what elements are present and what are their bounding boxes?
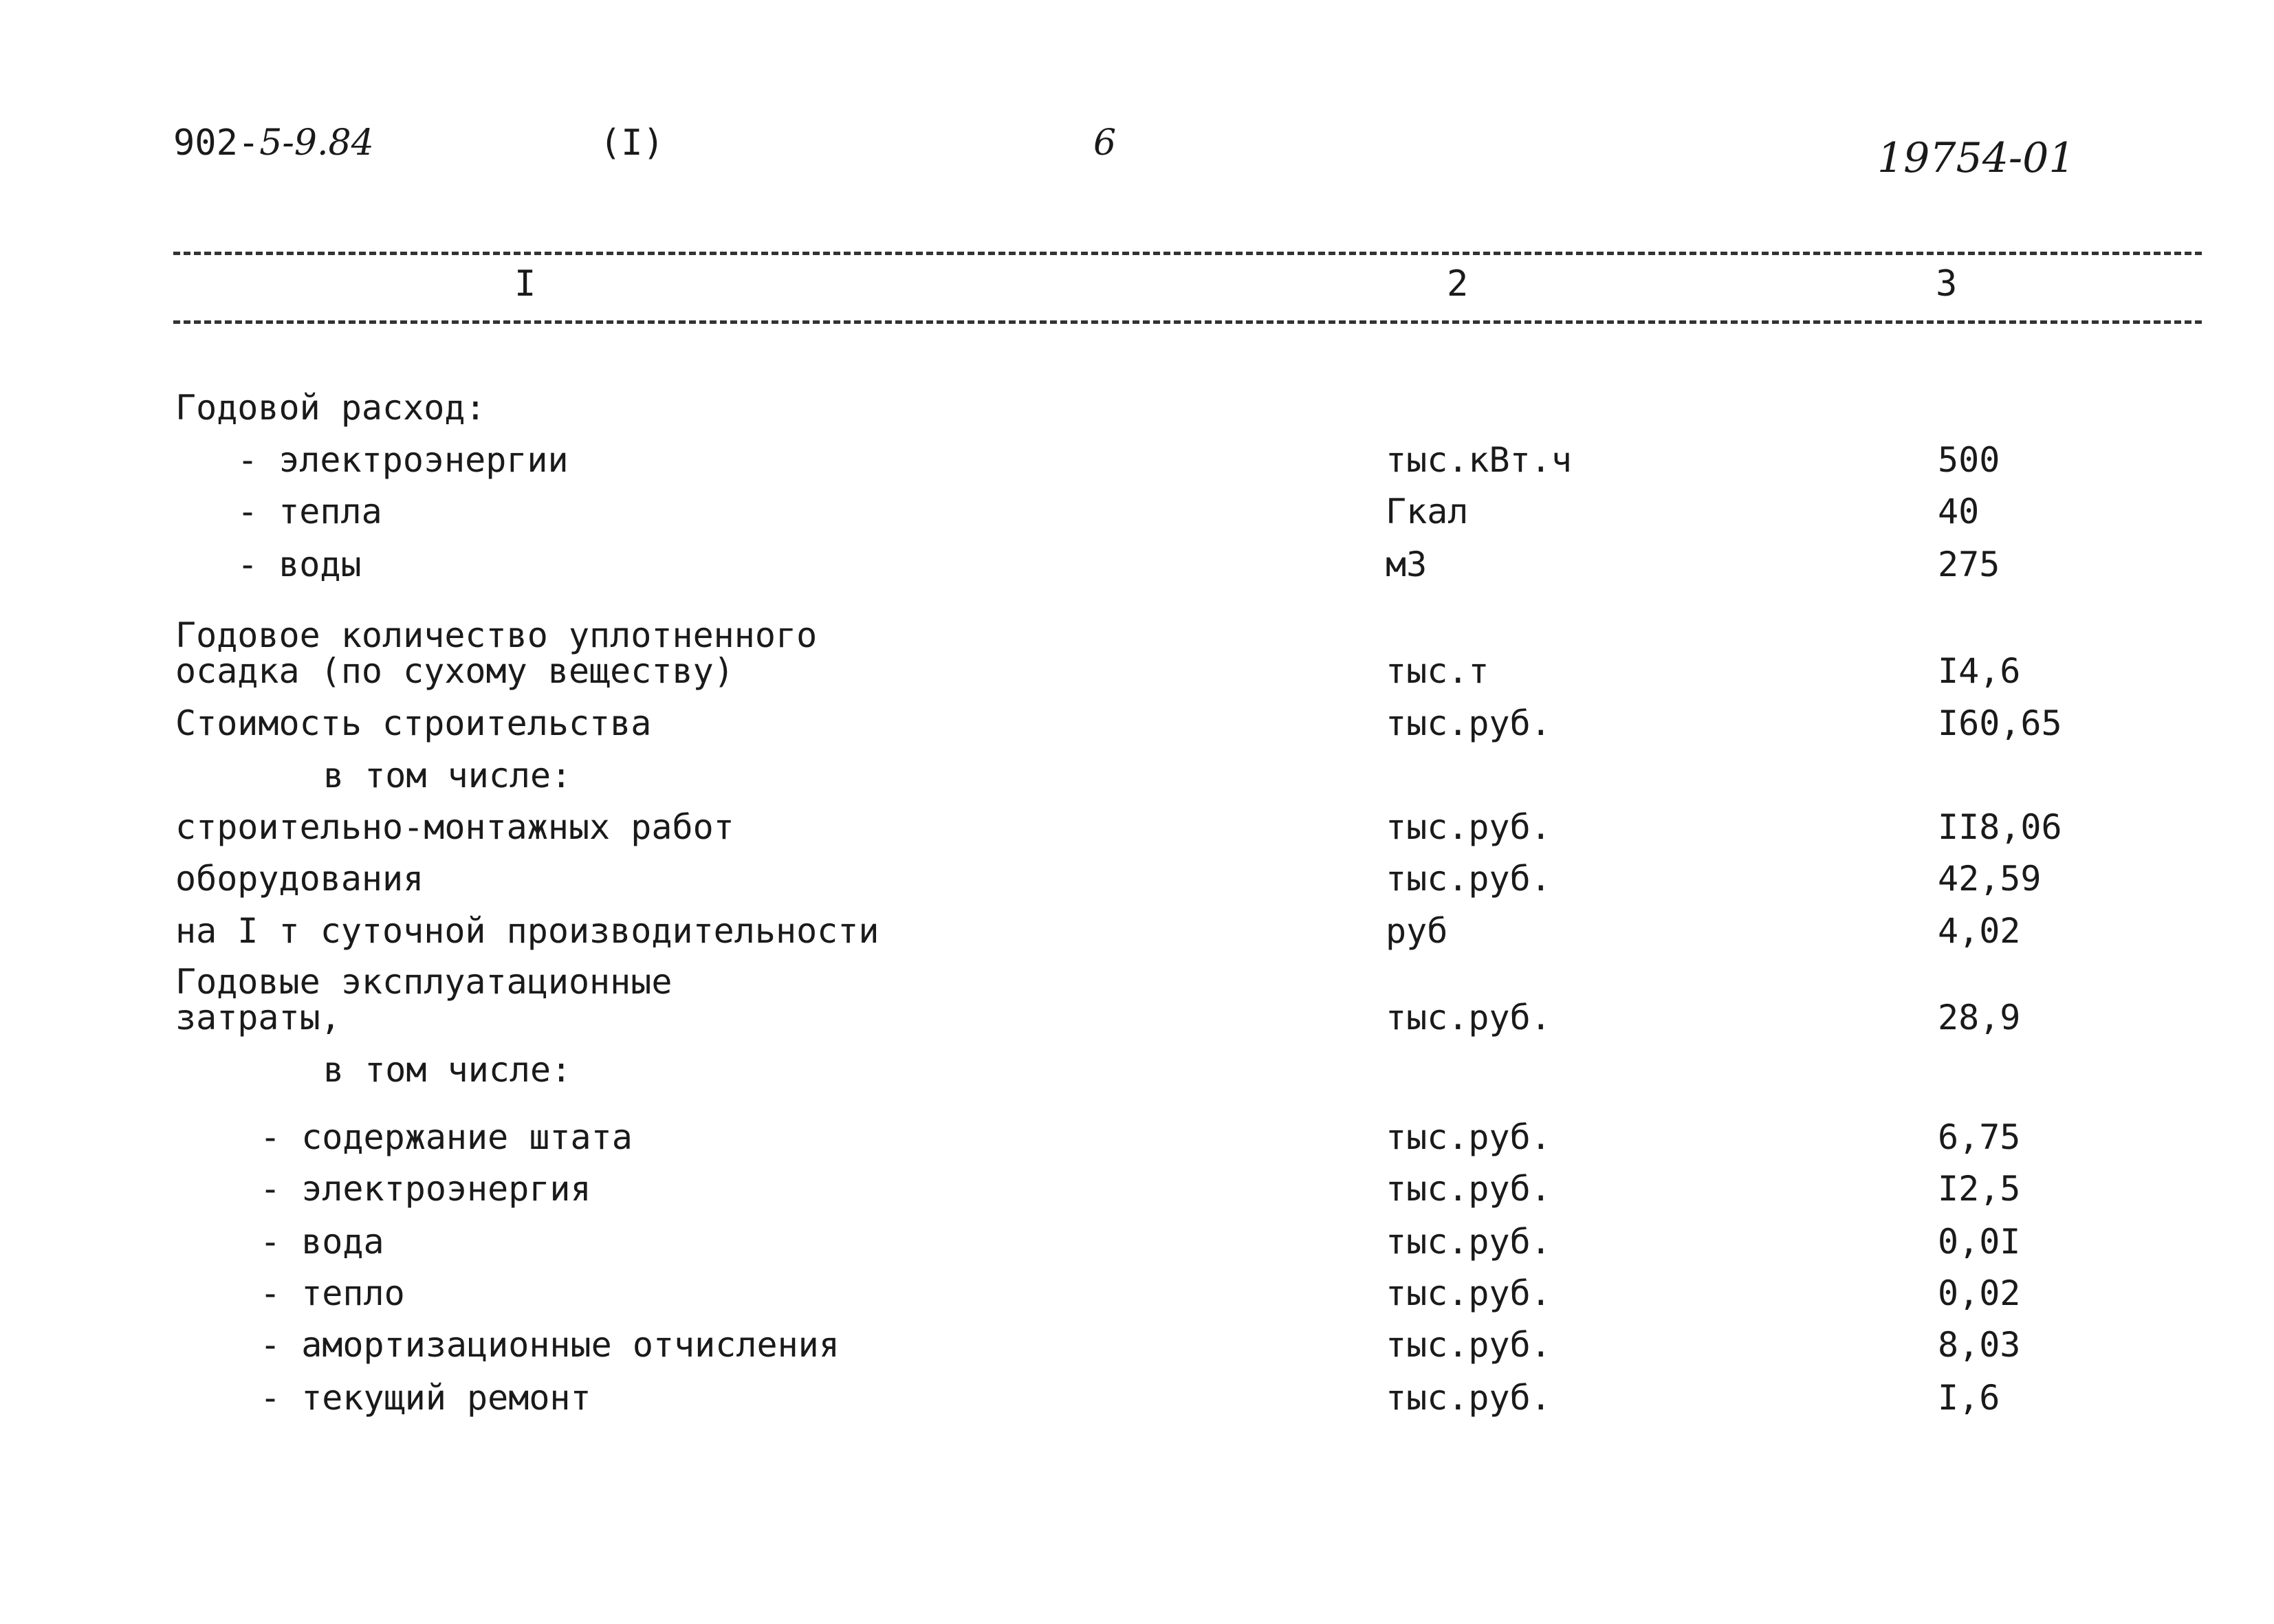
row-unit: тыс.руб. xyxy=(1386,859,1551,899)
row-label: - воды xyxy=(237,545,362,584)
row-label: - электроэнергия xyxy=(260,1169,591,1209)
row-value: 0,02 xyxy=(1938,1273,2021,1313)
table-header-rule xyxy=(173,320,2202,324)
row-value: I60,65 xyxy=(1938,703,2062,743)
row-value: 500 xyxy=(1938,440,2000,480)
row-value: 4,02 xyxy=(1938,911,2021,951)
row-value: 28,9 xyxy=(1938,998,2021,1038)
row-unit: тыс.руб. xyxy=(1386,1222,1551,1262)
column-header-2: 2 xyxy=(1447,263,1469,305)
archive-number: 19754-01 xyxy=(1877,134,2075,182)
row-label: - тепла xyxy=(237,492,382,531)
row-value: 40 xyxy=(1938,492,1980,531)
row-value: I2,5 xyxy=(1938,1169,2021,1209)
row-value: I,6 xyxy=(1938,1378,2000,1418)
row-label: Стоимость строительства xyxy=(175,703,652,743)
row-label: Годовой расход: xyxy=(175,388,486,428)
row-unit: м3 xyxy=(1386,545,1428,584)
row-value: 8,03 xyxy=(1938,1325,2021,1365)
row-value: 0,0I xyxy=(1938,1222,2021,1262)
row-unit: тыс.руб. xyxy=(1386,807,1551,847)
column-header-3: 3 xyxy=(1936,263,1958,305)
row-label: на I т суточной производительности xyxy=(175,911,879,951)
row-label: - электроэнергии xyxy=(237,440,569,480)
row-label: - содержание штата xyxy=(260,1117,633,1157)
row-label: - текущий ремонт xyxy=(260,1378,591,1418)
volume-number: (I) xyxy=(600,122,664,164)
project-designation xyxy=(173,122,374,164)
row-label: - амортизационные отчисления xyxy=(260,1325,840,1365)
row-unit: тыс.руб. xyxy=(1386,998,1551,1038)
row-value: 6,75 xyxy=(1938,1117,2021,1157)
row-label: в том числе: xyxy=(323,756,572,795)
row-unit: тыс.руб. xyxy=(1386,1117,1551,1157)
row-label: в том числе: xyxy=(323,1050,572,1090)
row-label: - вода xyxy=(260,1222,384,1262)
row-unit: тыс.руб. xyxy=(1386,1273,1551,1313)
row-unit: Гкал xyxy=(1386,492,1469,531)
page-number: 6 xyxy=(1093,122,1117,164)
designation-printed: 902- xyxy=(173,122,260,164)
row-unit: тыс.руб. xyxy=(1386,1169,1551,1209)
row-unit: тыс.т xyxy=(1386,651,1489,691)
row-label: оборудования xyxy=(175,859,424,899)
row-label: Годовые эксплуатационные затраты, xyxy=(175,962,673,1038)
column-header-1: I xyxy=(514,263,536,305)
row-unit: тыс.кВт.ч xyxy=(1386,440,1572,480)
table-top-rule xyxy=(173,252,2202,255)
row-label: - тепло xyxy=(260,1273,405,1313)
designation-handwritten: 5-9.84 xyxy=(259,122,374,164)
row-value: 42,59 xyxy=(1938,859,2042,899)
row-unit: руб xyxy=(1386,911,1448,951)
row-unit: тыс.руб. xyxy=(1386,1325,1551,1365)
row-label: строительно-монтажных работ xyxy=(175,807,734,847)
row-value: I4,6 xyxy=(1938,651,2021,691)
row-unit: тыс.руб. xyxy=(1386,1378,1551,1418)
row-label: Годовое количество уплотненного осадка (по сухому веществу) xyxy=(175,615,818,691)
row-unit: тыс.руб. xyxy=(1386,703,1551,743)
row-value: II8,06 xyxy=(1938,807,2062,847)
row-value: 275 xyxy=(1938,545,2000,584)
